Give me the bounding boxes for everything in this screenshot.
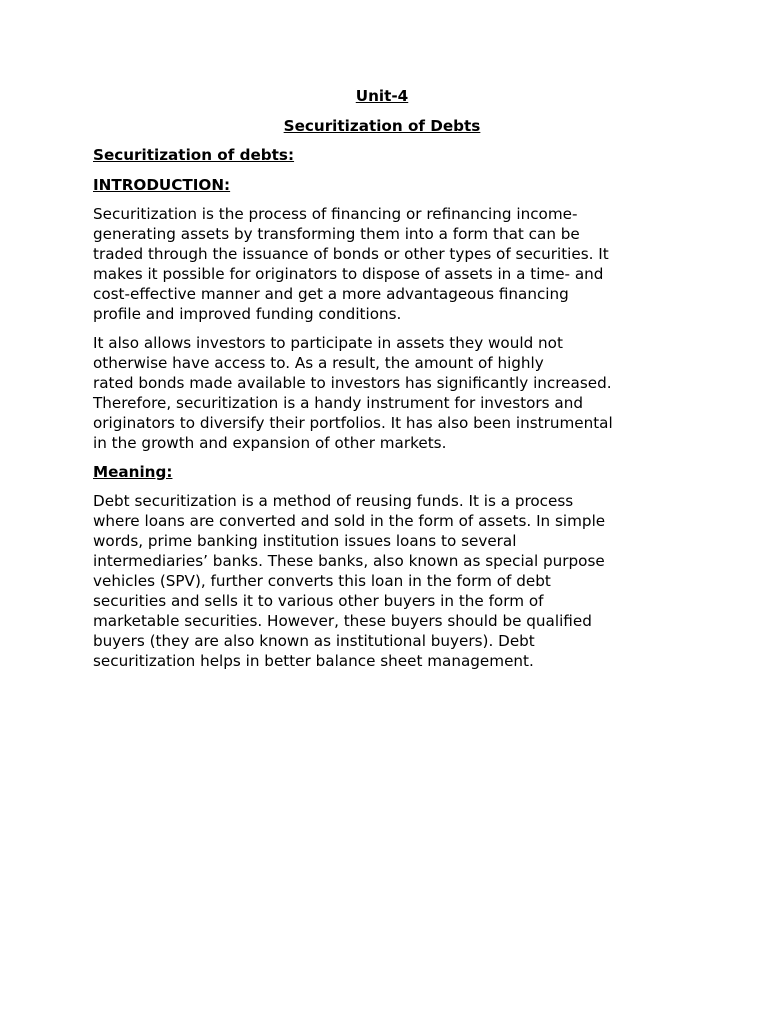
- introduction-paragraph-2: It also allows investors to participate in assets they would not otherwise have access to. As a result, the amount of highly rated bonds made available to investors has significantly increased. Therefore, securitization is a handy instrument for investors and originators to diversify their portfolios. It has also been instrumental in the growth and expansion of other markets.: [93, 334, 613, 452]
- meaning-paragraph: Debt securitization is a method of reusing funds. It is a process where loans are converted and sold in the form of assets. In simple words, prime banking institution issues loans to several intermediaries’ banks. These banks, also known as special purpose vehicles (SPV), further converts this loan in the form of debt securities and sells it to various other buyers in the form of marketable securities. However, these buyers should be qualified buyers (they are also known as institutional buyers). Debt securitization helps in better balance sheet management.: [93, 492, 606, 670]
- introduction-paragraph-1: Securitization is the process of financing or refinancing income- generating assets by transforming them into a form that can be traded through the issuance of bonds or other types of securities. It makes it possible for originators to dispose of assets in a time- and cost-effective manner and get a more advantageous financing profile and improved funding conditions.: [93, 205, 609, 323]
- subject-title: Securitization of Debts: [283, 117, 481, 135]
- introduction-heading: INTRODUCTION:: [93, 176, 231, 194]
- document-page: [93, 86, 671, 671]
- unit-title: Unit-4: [355, 87, 409, 105]
- section-heading: Securitization of debts:: [93, 146, 295, 164]
- meaning-heading: Meaning:: [93, 463, 173, 481]
